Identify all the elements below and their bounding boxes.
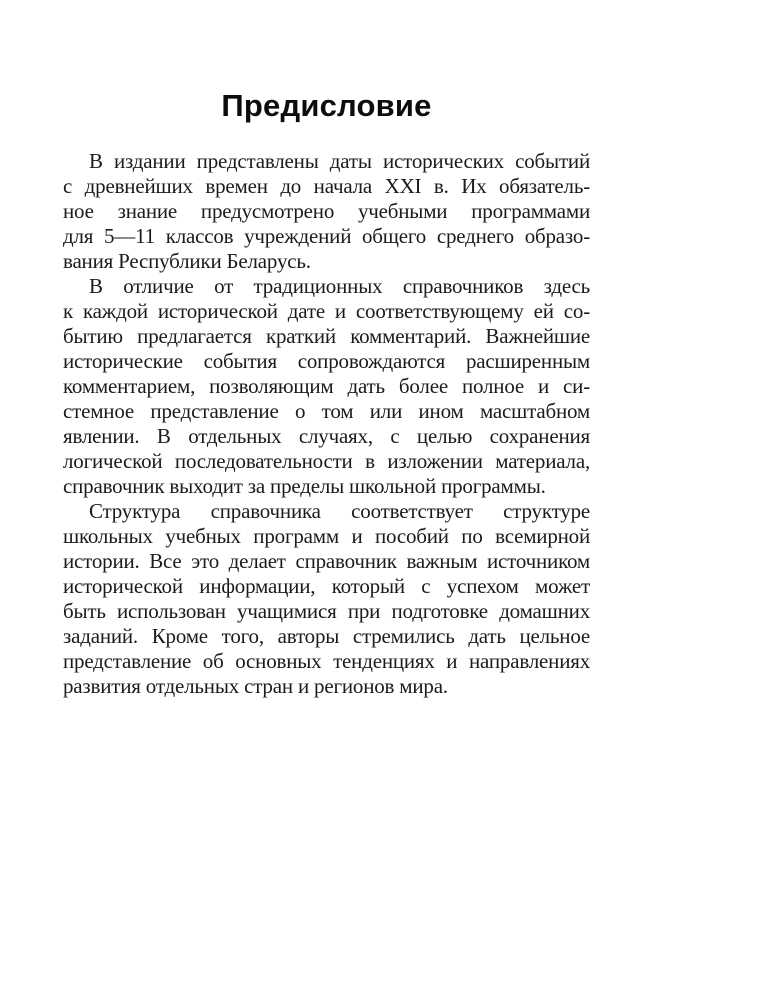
text-line: логической последовательности в изложении материала,: [63, 449, 590, 473]
text-line: справочник выходит за пределы школьной программы.: [63, 474, 546, 498]
text-line: ное знание предусмотрено учебными программами: [63, 199, 590, 223]
paragraph: [63, 149, 590, 274]
text-line: школьных учебных программ и пособий по всемирной: [63, 524, 590, 548]
page-title: Предисловие: [221, 88, 432, 123]
text-line: Структура справочника соответствует структуре: [89, 499, 590, 523]
preface-text-block: [63, 149, 590, 699]
text-line: явлении. В отдельных случаях, с целью сохранения: [63, 424, 590, 448]
text-line: комментарием, позволяющим дать более полное и си-: [63, 374, 590, 398]
text-line: бытию предлагается краткий комментарий. Важнейшие: [63, 324, 590, 348]
text-line: исторической информации, который с успехом может: [63, 574, 590, 598]
text-line: заданий. Кроме того, авторы стремились дать цельное: [63, 624, 590, 648]
text-line: истории. Все это делает справочник важным источником: [63, 549, 590, 573]
text-line: с древнейших времен до начала XXI в. Их обязатель-: [63, 174, 590, 198]
text-line: быть использован учащимися при подготовке домашних: [63, 599, 590, 623]
text-line: к каждой исторической дате и соответствующему ей со-: [63, 299, 590, 323]
paragraph: [63, 499, 590, 699]
text-line: В издании представлены даты исторических событий: [89, 149, 590, 173]
text-line: исторические события сопровождаются расширенным: [63, 349, 590, 373]
text-line: стемное представление о том или ином масштабном: [63, 399, 590, 423]
text-line: вания Республики Беларусь.: [63, 249, 311, 273]
text-line: для 5—11 классов учреждений общего среднего образо-: [63, 224, 590, 248]
text-line: представление об основных тенденциях и направлениях: [63, 649, 590, 673]
text-line: В отличие от традиционных справочников здесь: [89, 274, 590, 298]
text-line: развития отдельных стран и регионов мира.: [63, 674, 448, 698]
paragraph: [63, 274, 590, 499]
